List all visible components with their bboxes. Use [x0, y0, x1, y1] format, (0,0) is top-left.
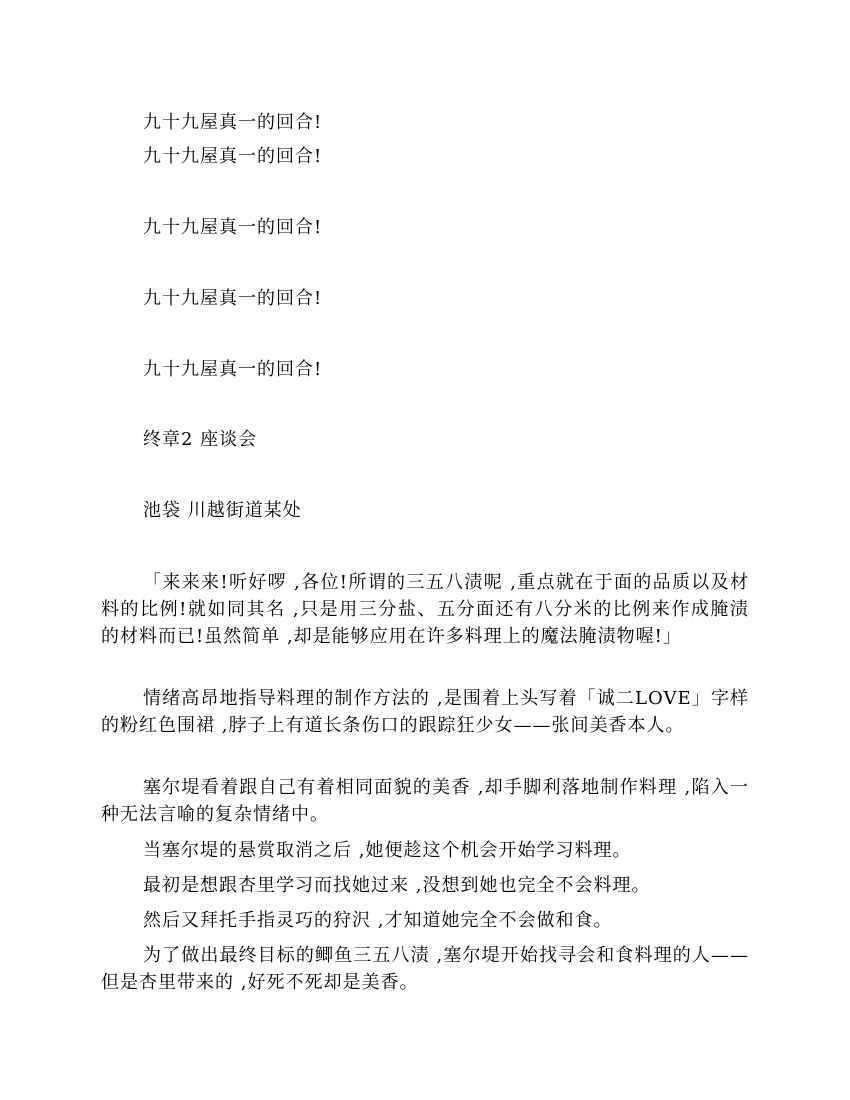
repeat-line: 九十九屋真一的回合! [143, 217, 323, 238]
repeat-line: 九十九屋真一的回合! [143, 288, 323, 309]
paragraph: 「来来来!听好啰 ,各位!所谓的三五八渍呢 ,重点就在于面的品质以及材料的比例!就如同其名 ,只是用三分盐、五分面还有八分米的比例来作成腌渍的材料而已!虽然简单 ,却是能够应用在许多料理上的魔法腌渍物喔!」 [101, 572, 749, 647]
location-heading: 池袋 川越街道某处 [143, 500, 302, 521]
paragraph: 情绪高昂地指导料理的制作方法的 ,是围着上头写着「诚二LOVE」字样的粉红色围裙 ,脖子上有道长条伤口的跟踪狂少女——张间美香本人。 [101, 688, 749, 736]
paragraph: 当塞尔堤的悬赏取消之后 ,她便趁这个机会开始学习料理。 [143, 840, 632, 861]
chapter-title: 终章2 座谈会 [143, 429, 258, 450]
repeat-line: 九十九屋真一的回合! [143, 146, 323, 167]
paragraph: 最初是想跟杏里学习而找她过来 ,没想到她也完全不会料理。 [143, 875, 651, 896]
repeat-line: 九十九屋真一的回合! [143, 359, 323, 380]
paragraph: 为了做出最终目标的鲫鱼三五八渍 ,塞尔堤开始找寻会和食料理的人——但是杏里带来的 ,好死不死却是美香。 [101, 945, 749, 993]
paragraph: 然后又拜托手指灵巧的狩沢 ,才知道她完全不会做和食。 [143, 910, 613, 931]
repeat-line: 九十九屋真一的回合! [143, 112, 323, 133]
paragraph: 塞尔堤看着跟自己有着相同面貌的美香 ,却手脚利落地制作料理 ,陷入一种无法言喻的复杂情绪中。 [101, 777, 749, 825]
